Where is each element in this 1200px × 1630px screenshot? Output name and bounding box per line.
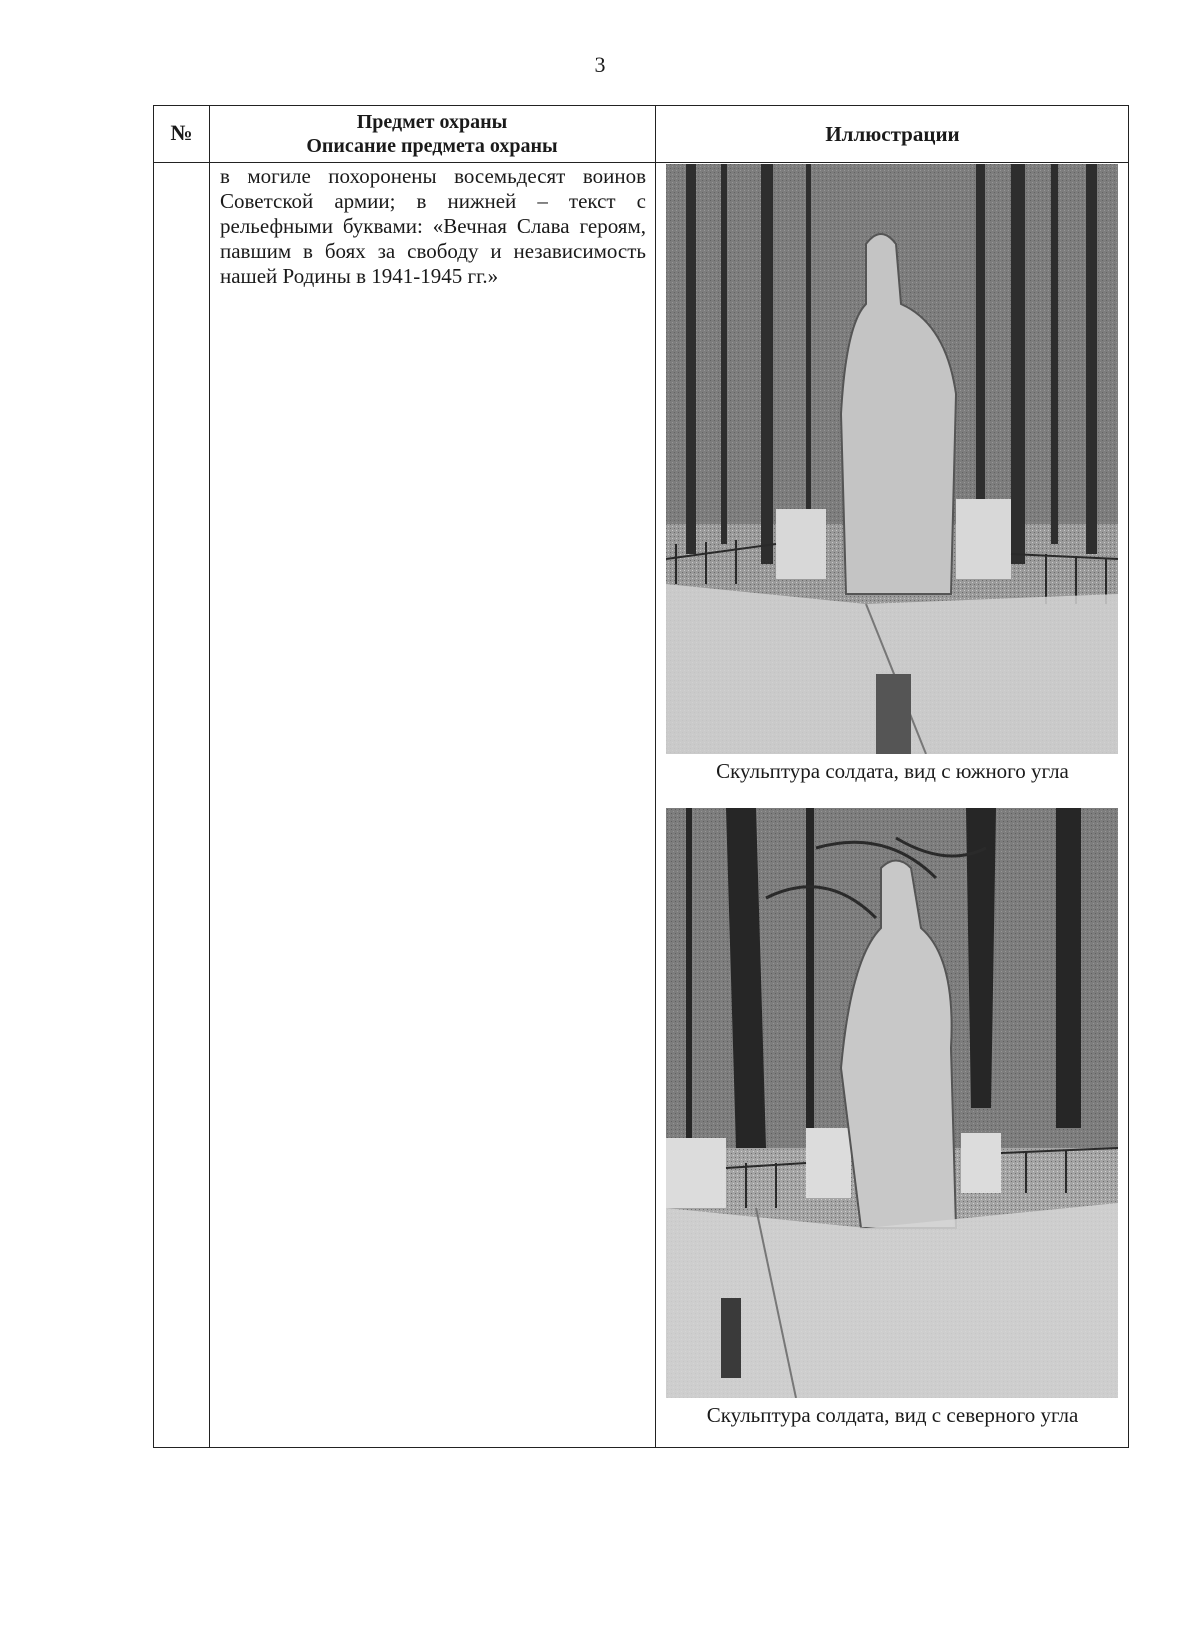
table-column-divider: [209, 106, 210, 1447]
table-column-divider: [655, 106, 656, 1447]
soldier-statue-south-photo: [666, 164, 1118, 754]
header-subject-title: Предмет охраны: [356, 111, 508, 133]
soldier-statue-north-photo: [666, 808, 1118, 1398]
photo-caption-north: Скульптура солдата, вид с северного угла: [706, 1403, 1079, 1427]
table-header-divider: [154, 162, 1128, 163]
protection-subject-table: [153, 105, 1129, 1448]
header-illustrations: Иллюстрации: [825, 122, 960, 146]
header-subject: [212, 110, 652, 158]
photo-caption-south: Скульптура солдата, вид с южного угла: [716, 759, 1069, 783]
page-number: 3: [594, 52, 606, 77]
header-number: №: [170, 120, 193, 145]
header-subject-description: Описание предмета охраны: [306, 135, 558, 157]
subject-description: в могиле похоронены восемьдесят воинов Советской армии; в нижней – текст с рельефными буквами: «Вечная Слава героям, павшим в боях за свободу и независимость нашей Родины в 1941-1945 гг.»: [220, 164, 646, 288]
